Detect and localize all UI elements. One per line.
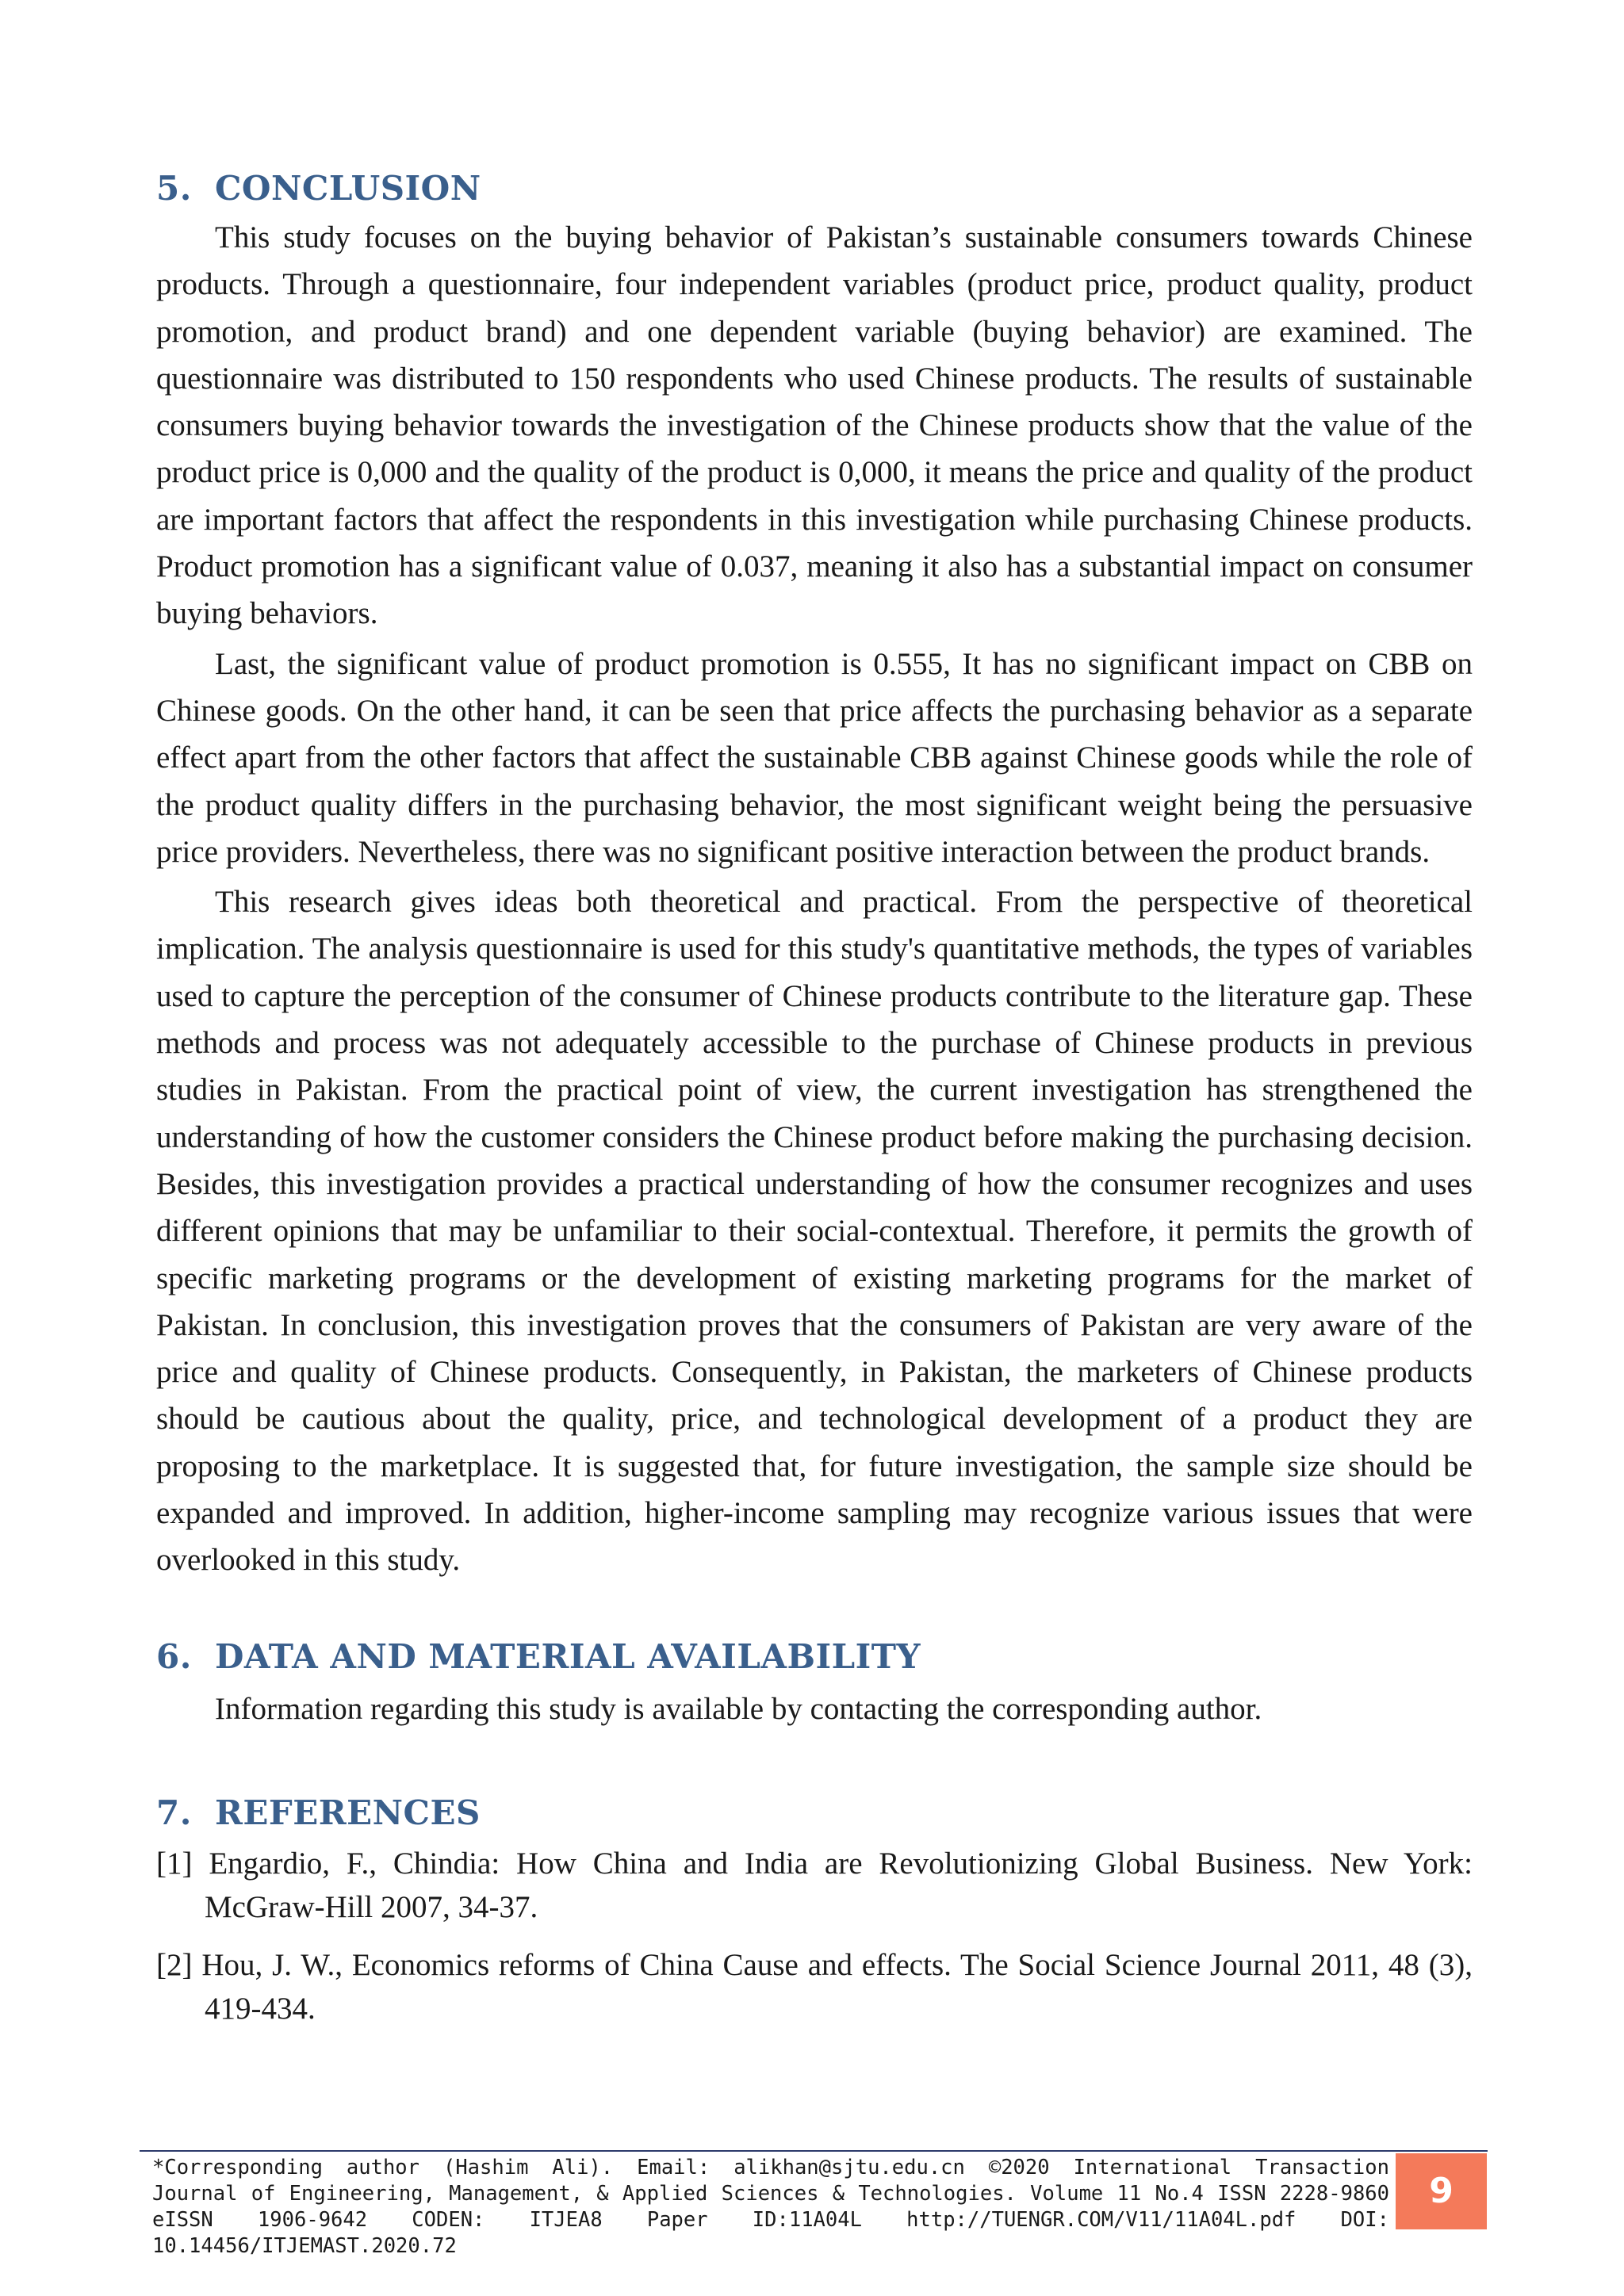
section-title: DATA AND MATERIAL AVAILABILITY bbox=[215, 1636, 921, 1676]
section-heading-references bbox=[156, 1791, 1473, 1835]
section-number: 7. bbox=[156, 1793, 192, 1832]
conclusion-paragraph-3: This research gives ideas both theoretical and practical. From the perspective of theoretical implication. The analysis questionnaire is used for this study's quantitative methods, the types of variables used to capture the perception of the consumer of Chinese products contribute to the literature gap. These methods and process was not adequately accessible to the purchase of Chinese products in previous studies in Pakistan. From the practical point of view, the current investigation has strengthened the understanding of how the customer considers the Chinese product before making the purchasing decision. Besides, this investigation provides a practical understanding of how the consumer recognizes and uses different opinions that may be unfamiliar to their social-contextual. Therefore, it permits the growth of specific marketing programs or the development of existing marketing programs for the market of Pakistan. In conclusion, this investigation proves that the consumers of Pakistan are very aware of the price and quality of Chinese products. Consequently, in Pakistan, the marketers of Chinese products should be cautious about the quality, price, and technological development of a product they are proposing to the marketplace. It is suggested that, for future investigation, the sample size should be expanded and improved. In addition, higher-income sampling may recognize various issues that were overlooked in this study. bbox=[156, 885, 1473, 1578]
page-footer bbox=[140, 2150, 1488, 2258]
reference-item: [1] Engardio, F., Chindia: How China and India are Revolutionizing Global Business. New York: McGraw-Hill 2007, 34-37. bbox=[156, 1846, 1473, 1924]
section-title: REFERENCES bbox=[215, 1793, 481, 1832]
data-availability-text: Information regarding this study is available by contacting the corresponding author. bbox=[215, 1691, 1262, 1726]
reference-list bbox=[156, 1842, 1473, 2030]
page-content bbox=[156, 166, 1473, 2045]
conclusion-paragraph-2: Last, the significant value of product promotion is 0.555, It has no significant impact on CBB on Chinese goods. On the other hand, it can be seen that price affects the purchasing behavior as a separate effect apart from the other factors that affect the sustainable CBB against Chinese goods while the role of the product quality differs in the purchasing behavior, the most significant weight being the persuasive price providers. Nevertheless, there was no significant positive interaction between the product brands. bbox=[156, 646, 1473, 869]
section-number: 6. bbox=[156, 1636, 192, 1676]
section-heading-data-availability bbox=[156, 1635, 1473, 1679]
section-title: CONCLUSION bbox=[215, 169, 481, 208]
page-number: 9 bbox=[1396, 2153, 1487, 2229]
section-number: 5. bbox=[156, 169, 192, 208]
conclusion-paragraph-1: This study focuses on the buying behavior of Pakistan’s sustainable consumers towards Chinese products. Through a questionnaire, four independent variables (product price, product quality, product promotion, and product brand) and one dependent variable (buying behavior) are examined. The questionnaire was distributed to 150 respondents who used Chinese products. The results of sustainable consumers buying behavior towards the investigation of the Chinese products show that the value of the product price is 0,000 and the quality of the product is 0,000, it means the price and quality of the product are important factors that affect the respondents in this investigation while purchasing Chinese products. Product promotion has a significant value of 0.037, meaning it also has a substantial impact on consumer buying behaviors. bbox=[156, 220, 1473, 631]
reference-item: [2] Hou, J. W., Economics reforms of China Cause and effects. The Social Science Journal 2011, 48 (3), 419-434. bbox=[156, 1947, 1473, 2026]
footer-citation: *Corresponding author (Hashim Ali). Email: alikhan@sjtu.edu.cn ©2020 International Transaction Journal of Engineering, Management, & Applied Sciences & Technologies. Volume 11 No.4 ISSN 2228-9860 eISSN 1906-9642 CODEN: ITJEA8 Paper ID:11A04L http://TUENGR.COM/V11/11A04L.pdf DOI: 10.14456/ITJEMAST.2020.72 bbox=[152, 2156, 1389, 2258]
section-heading-conclusion bbox=[156, 166, 1473, 211]
